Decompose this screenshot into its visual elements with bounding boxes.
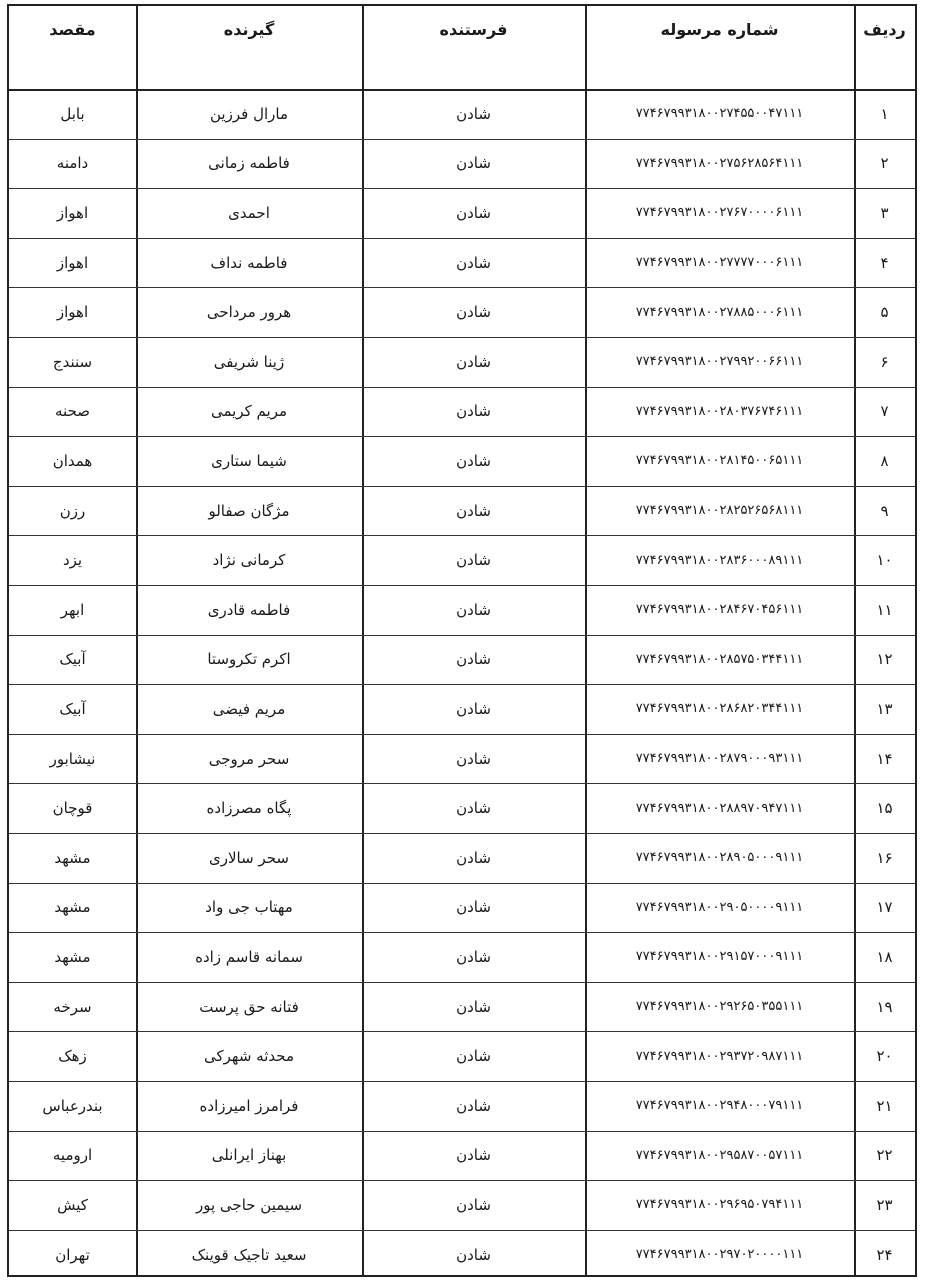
cell-sender: شادن	[456, 104, 491, 123]
cell-recipient: پگاه مصرزاده	[206, 799, 292, 818]
cell-row: ۲۲	[876, 1146, 893, 1165]
cell-row: ۱۷	[876, 898, 893, 917]
cell-tracking: ۷۷۴۶۷۹۹۳۱۸۰۰۲۷۸۸۵۰۰۰۶۱۱۱	[635, 304, 804, 320]
cell-recipient: مژگان صفالو	[208, 501, 290, 520]
cell-recipient: سعید تاجیک قوینک	[191, 1245, 307, 1264]
cell-recipient: کرمانی نژاد	[212, 551, 286, 570]
cell-tracking: ۷۷۴۶۷۹۹۳۱۸۰۰۲۹۷۰۲۰۰۰۰۱۱۱	[635, 1247, 804, 1263]
cell-recipient: سیمین حاجی پور	[195, 1195, 303, 1214]
cell-tracking: ۷۷۴۶۷۹۹۳۱۸۰۰۲۸۲۵۲۶۵۶۸۱۱۱	[635, 503, 804, 519]
header-destination: مقصد	[49, 20, 96, 39]
cell-row: ۱۵	[876, 799, 893, 818]
cell-recipient: احمدی	[228, 203, 270, 222]
cell-sender: شادن	[456, 352, 491, 371]
cell-row: ۵	[880, 303, 889, 322]
cell-sender: شادن	[456, 1047, 491, 1066]
cell-row: ۲۴	[876, 1245, 893, 1264]
cell-sender: شادن	[456, 749, 491, 768]
cell-destination: آبیک	[59, 699, 86, 718]
cell-sender: شادن	[456, 253, 491, 272]
cell-destination: بابل	[60, 104, 85, 123]
cell-destination: همدان	[52, 451, 93, 470]
cell-recipient: ژینا شریفی	[213, 352, 285, 371]
cell-tracking: ۷۷۴۶۷۹۹۳۱۸۰۰۲۹۴۸۰۰۰۷۹۱۱۱	[635, 1098, 804, 1114]
cell-tracking: ۷۷۴۶۷۹۹۳۱۸۰۰۲۹۲۶۵۰۳۵۵۱۱۱	[635, 999, 804, 1015]
cell-destination: ارومیه	[52, 1146, 93, 1165]
cell-row: ۱۸	[876, 947, 893, 966]
cell-destination: اهواز	[56, 253, 89, 272]
cell-recipient: محدثه شهرکی	[204, 1047, 294, 1066]
cell-row: ۳	[880, 203, 889, 222]
cell-sender: شادن	[456, 1195, 491, 1214]
cell-row: ۱۴	[876, 749, 893, 768]
cell-tracking: ۷۷۴۶۷۹۹۳۱۸۰۰۲۸۰۳۷۶۷۴۶۱۱۱	[635, 403, 804, 419]
cell-row: ۱۳	[876, 699, 893, 718]
cell-destination: ابهر	[60, 600, 85, 619]
cell-recipient: سمانه قاسم زاده	[195, 947, 303, 966]
cell-tracking: ۷۷۴۶۷۹۹۳۱۸۰۰۲۹۳۷۲۰۹۸۷۱۱۱	[635, 1048, 804, 1064]
cell-sender: شادن	[456, 402, 491, 421]
cell-recipient: فرامرز امیرزاده	[199, 1096, 299, 1115]
cell-destination: یزد	[62, 551, 83, 570]
cell-destination: مشهد	[54, 898, 91, 917]
cell-sender: شادن	[456, 303, 491, 322]
cell-destination: سرخه	[53, 997, 92, 1016]
cell-tracking: ۷۷۴۶۷۹۹۳۱۸۰۰۲۷۷۷۷۰۰۰۶۱۱۱	[635, 255, 804, 271]
cell-sender: شادن	[456, 1096, 491, 1115]
cell-recipient: مهتاب جی واد	[205, 898, 293, 917]
cell-destination: تهران	[55, 1245, 90, 1264]
cell-row: ۹	[880, 501, 889, 520]
cell-row: ۲۰	[876, 1047, 893, 1066]
cell-sender: شادن	[456, 451, 491, 470]
header-sender: فرستنده	[439, 20, 508, 39]
cell-destination: مشهد	[54, 947, 91, 966]
cell-recipient: سحر سالاری	[209, 848, 289, 867]
cell-sender: شادن	[456, 551, 491, 570]
cell-destination: قوچان	[52, 799, 93, 818]
cell-recipient: فتانه حق پرست	[199, 997, 299, 1016]
cell-row: ۱۲	[876, 650, 893, 669]
cell-sender: شادن	[456, 898, 491, 917]
cell-row: ۱۶	[876, 848, 893, 867]
header-row: ردیف	[863, 20, 906, 39]
cell-tracking: ۷۷۴۶۷۹۹۳۱۸۰۰۲۹۱۵۷۰۰۰۹۱۱۱	[635, 949, 804, 965]
cell-tracking: ۷۷۴۶۷۹۹۳۱۸۰۰۲۷۹۹۲۰۰۶۶۱۱۱	[635, 354, 804, 370]
cell-recipient: سحر مروجی	[208, 749, 290, 768]
cell-row: ۱	[880, 104, 889, 123]
cell-row: ۱۱	[876, 600, 893, 619]
cell-destination: زهک	[58, 1047, 87, 1066]
header-recipient: گیرنده	[223, 20, 275, 39]
cell-recipient: هرور مرداحی	[206, 303, 292, 322]
cell-destination: آبیک	[59, 650, 86, 669]
shipment-table	[7, 4, 917, 1277]
cell-sender: شادن	[456, 997, 491, 1016]
cell-destination: بندرعباس	[42, 1096, 103, 1115]
cell-destination: دامنه	[56, 154, 89, 173]
cell-tracking: ۷۷۴۶۷۹۹۳۱۸۰۰۲۷۶۷۰۰۰۰۶۱۱۱	[635, 205, 804, 221]
cell-destination: مشهد	[54, 848, 91, 867]
cell-tracking: ۷۷۴۶۷۹۹۳۱۸۰۰۲۷۴۵۵۰۰۴۷۱۱۱	[635, 106, 804, 122]
cell-row: ۱۰	[876, 551, 893, 570]
cell-destination: نیشابور	[49, 749, 96, 768]
cell-destination: کیش	[57, 1195, 88, 1214]
cell-tracking: ۷۷۴۶۷۹۹۳۱۸۰۰۲۸۷۹۰۰۰۹۳۱۱۱	[635, 751, 804, 767]
cell-tracking: ۷۷۴۶۷۹۹۳۱۸۰۰۲۷۵۶۲۸۵۶۴۱۱۱	[635, 155, 804, 171]
cell-recipient: بهناز ایرانلی	[211, 1146, 287, 1165]
cell-destination: اهواز	[56, 203, 89, 222]
cell-destination: صحنه	[55, 402, 90, 421]
cell-sender: شادن	[456, 650, 491, 669]
cell-sender: شادن	[456, 600, 491, 619]
cell-sender: شادن	[456, 947, 491, 966]
cell-row: ۱۹	[876, 997, 893, 1016]
cell-tracking: ۷۷۴۶۷۹۹۳۱۸۰۰۲۸۹۰۵۰۰۰۹۱۱۱	[635, 850, 804, 866]
cell-recipient: مریم فیضی	[212, 699, 286, 718]
cell-tracking: ۷۷۴۶۷۹۹۳۱۸۰۰۲۸۵۷۵۰۳۴۴۱۱۱	[635, 651, 804, 667]
cell-row: ۲۳	[876, 1195, 893, 1214]
cell-sender: شادن	[456, 799, 491, 818]
cell-row: ۲۱	[876, 1096, 893, 1115]
cell-recipient: فاطمه زمانی	[208, 154, 290, 173]
cell-row: ۲	[880, 154, 889, 173]
cell-recipient: فاطمه قادری	[207, 600, 291, 619]
cell-tracking: ۷۷۴۶۷۹۹۳۱۸۰۰۲۸۴۶۷۰۴۵۶۱۱۱	[635, 602, 804, 618]
cell-sender: شادن	[456, 1245, 491, 1264]
cell-tracking: ۷۷۴۶۷۹۹۳۱۸۰۰۲۸۱۴۵۰۰۶۵۱۱۱	[635, 453, 804, 469]
cell-row: ۴	[880, 253, 889, 272]
cell-row: ۶	[880, 352, 889, 371]
cell-sender: شادن	[456, 154, 491, 173]
cell-sender: شادن	[456, 203, 491, 222]
cell-recipient: فاطمه نداف	[210, 253, 288, 272]
cell-row: ۷	[880, 402, 889, 421]
cell-row: ۸	[880, 451, 889, 470]
cell-tracking: ۷۷۴۶۷۹۹۳۱۸۰۰۲۸۶۸۲۰۳۴۴۱۱۱	[635, 701, 804, 717]
cell-tracking: ۷۷۴۶۷۹۹۳۱۸۰۰۲۸۸۹۷۰۹۴۷۱۱۱	[635, 800, 804, 816]
cell-tracking: ۷۷۴۶۷۹۹۳۱۸۰۰۲۹۰۵۰۰۰۰۹۱۱۱	[635, 899, 804, 915]
cell-sender: شادن	[456, 848, 491, 867]
cell-destination: سنندج	[52, 352, 93, 371]
cell-recipient: اکرم تکروستا	[207, 650, 291, 669]
cell-tracking: ۷۷۴۶۷۹۹۳۱۸۰۰۲۸۳۶۰۰۰۸۹۱۱۱	[635, 552, 804, 568]
cell-recipient: مارال فرزین	[210, 104, 288, 123]
cell-recipient: مریم کریمی	[211, 402, 288, 421]
cell-recipient: شیما ستاری	[211, 451, 287, 470]
cell-tracking: ۷۷۴۶۷۹۹۳۱۸۰۰۲۹۶۹۵۰۷۹۴۱۱۱	[635, 1197, 804, 1213]
header-tracking: شماره مرسوله	[660, 20, 779, 39]
cell-destination: اهواز	[56, 303, 89, 322]
cell-tracking: ۷۷۴۶۷۹۹۳۱۸۰۰۲۹۵۸۷۰۰۵۷۱۱۱	[635, 1147, 804, 1163]
cell-sender: شادن	[456, 1146, 491, 1165]
cell-destination: رزن	[59, 501, 86, 520]
cell-sender: شادن	[456, 501, 491, 520]
cell-sender: شادن	[456, 699, 491, 718]
